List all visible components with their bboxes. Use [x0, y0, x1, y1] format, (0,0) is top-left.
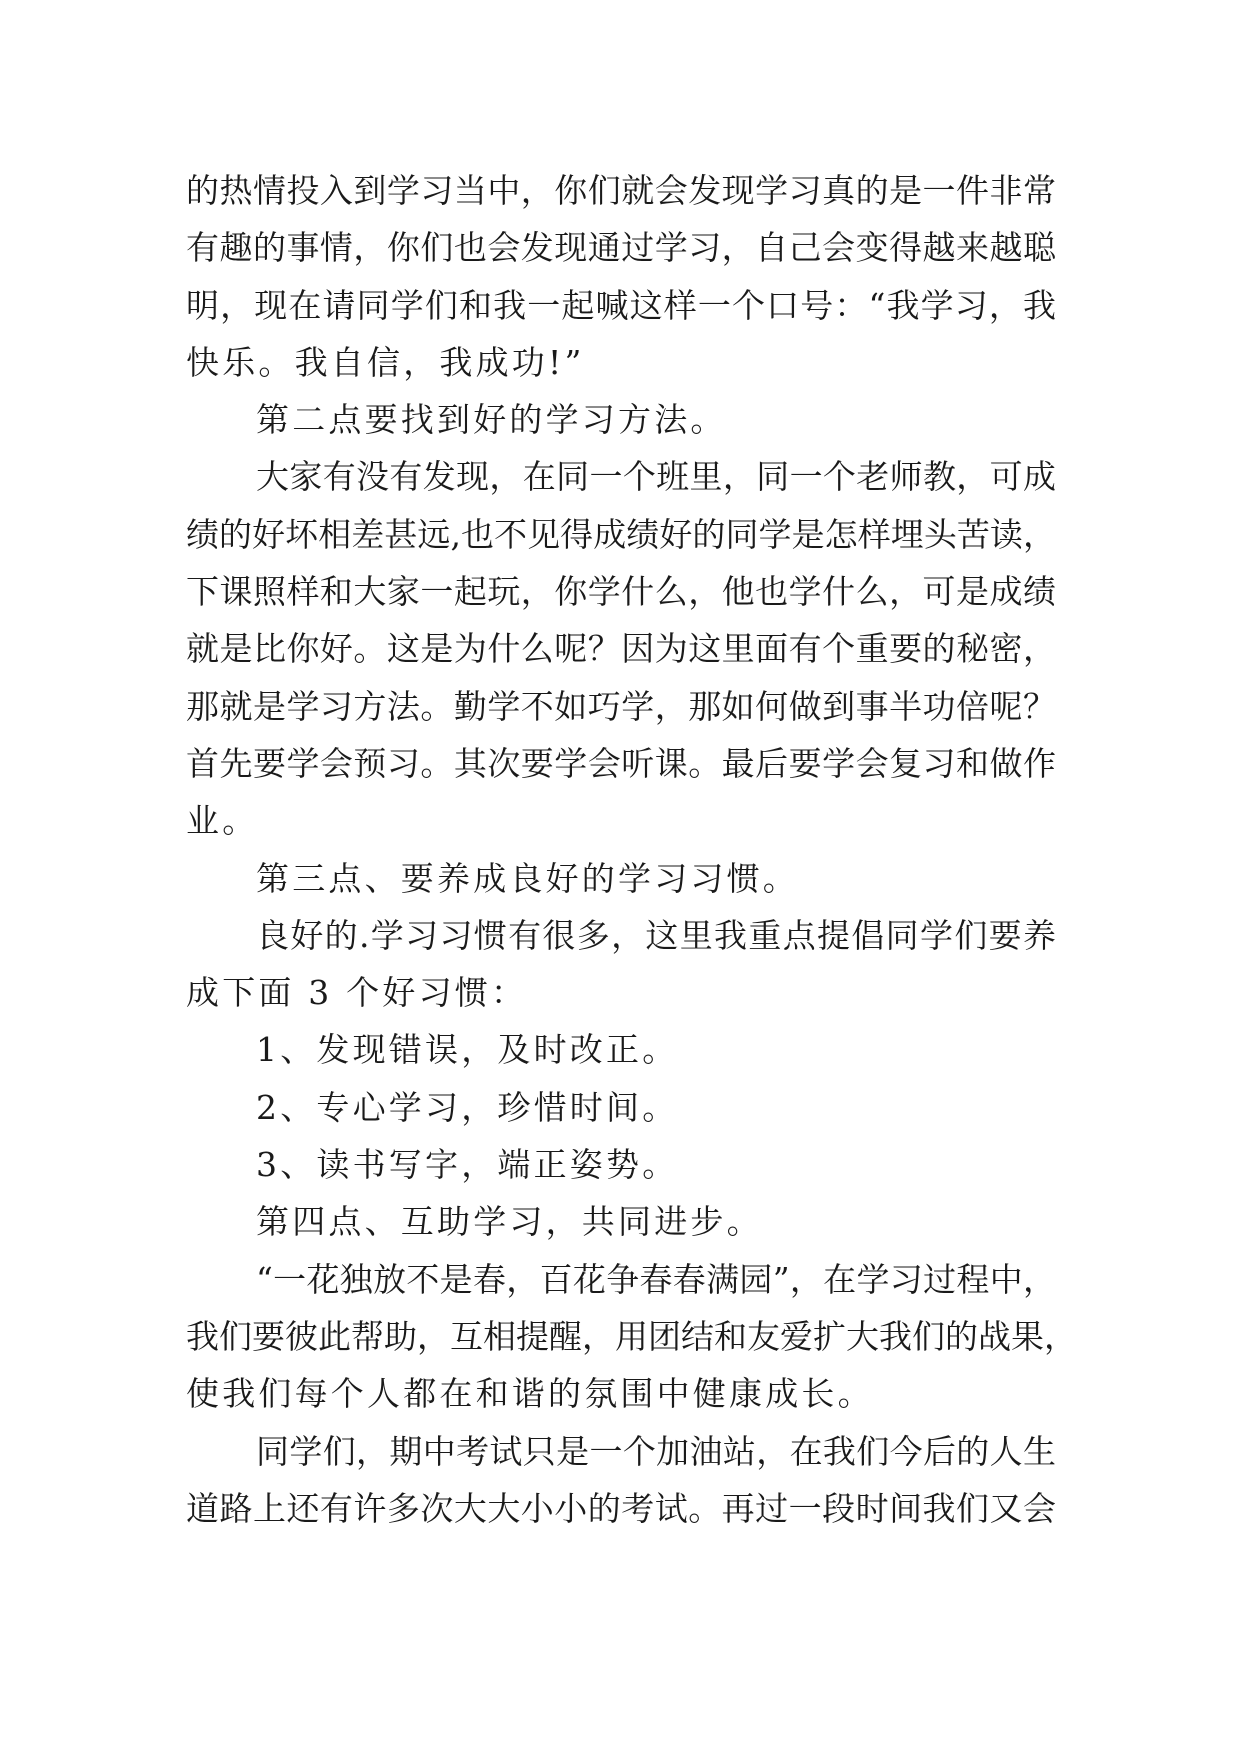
text-line: 良好的.学习习惯有很多，这里我重点提倡同学们要养 — [256, 915, 1056, 955]
text-line: 首先要学会预习。其次要学会听课。最后要学会复习和做作 — [186, 743, 1056, 783]
text-line: 绩的好坏相差甚远,也不见得成绩好的同学是怎样埋头苦读， — [186, 514, 1056, 554]
text-line: 的热情投入到学习当中，你们就会发现学习真的是一件非常 — [186, 171, 1056, 210]
list-item: 1、发现错误，及时改正。 — [256, 1030, 679, 1070]
text-line: “一花独放不是春，百花争春春满园”，在学习过程中， — [256, 1259, 1056, 1299]
text-line: 那就是学习方法。勤学不如巧学，那如何做到事半功倍呢？ — [186, 686, 1056, 726]
text-line: 道路上还有许多次大大小小的考试。再过一段时间我们又会 — [186, 1488, 1056, 1528]
document-body — [186, 162, 1077, 1537]
text-line: 使我们每个人都在和谐的氛围中健康成长。 — [186, 1374, 874, 1414]
text-line: 我们要彼此帮助，互相提醒，用团结和友爱扩大我们的战果， — [186, 1316, 1077, 1356]
section-heading: 第三点、要养成良好的学习习惯。 — [256, 858, 799, 898]
section-heading: 第二点要找到好的学习方法。 — [256, 400, 727, 440]
text-line: 就是比你好。这是为什么呢？因为这里面有个重要的秘密， — [186, 629, 1056, 669]
text-line: 同学们，期中考试只是一个加油站，在我们今后的人生 — [256, 1431, 1056, 1471]
text-line: 下课照样和大家一起玩，你学什么，他也学什么，可是成绩 — [186, 572, 1056, 612]
text-line: 成下面 3 个好习惯： — [186, 973, 528, 1013]
text-line: 明，现在请同学们和我一起喊这样一个口号：“我学习，我 — [186, 285, 1056, 325]
list-item: 2、专心学习，珍惜时间。 — [256, 1087, 679, 1127]
text-line: 快乐。我自信，我成功!” — [186, 342, 585, 382]
list-item: 3、读书写字，端正姿势。 — [256, 1145, 679, 1185]
text-line: 业。 — [186, 801, 259, 841]
text-line: 大家有没有发现，在同一个班里，同一个老师教，可成 — [256, 457, 1056, 497]
section-heading: 第四点、互助学习，共同进步。 — [256, 1202, 763, 1242]
text-line: 有趣的事情，你们也会发现通过学习，自己会变得越来越聪 — [186, 228, 1056, 268]
